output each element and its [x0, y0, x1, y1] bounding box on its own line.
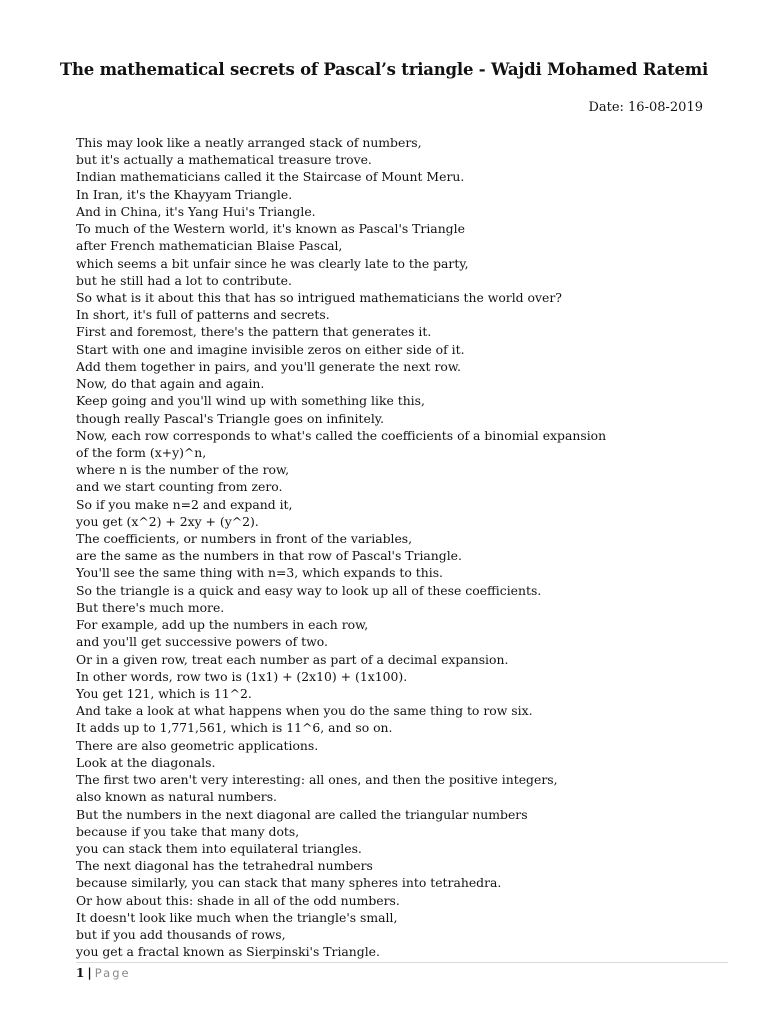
footer-divider — [76, 962, 728, 963]
text-line: It doesn't look like much when the triangle's small, — [76, 909, 398, 925]
text-line: you get a fractal known as Sierpinski's Triangle. — [76, 944, 380, 960]
text-line: To much of the Western world, it's known as Pascal's Triangle — [76, 221, 465, 237]
text-line: which seems a bit unfair since he was clearly late to the party, — [76, 255, 469, 271]
text-line: The first two aren't very interesting: all ones, and then the positive integers, — [76, 772, 558, 788]
text-line: The coefficients, or numbers in front of the variables, — [76, 531, 413, 547]
text-line: and you'll get successive powers of two. — [76, 634, 328, 650]
text-line: where n is the number of the row, — [76, 462, 290, 478]
footer-separator: | — [87, 966, 92, 980]
text-line: but if you add thousands of rows, — [76, 927, 286, 943]
text-line: Indian mathematicians called it the Staircase of Mount Meru. — [76, 169, 465, 185]
text-line: are the same as the numbers in that row of Pascal's Triangle. — [76, 548, 462, 564]
text-line: The next diagonal has the tetrahedral numbers — [76, 858, 373, 874]
page-title: The mathematical secrets of Pascal’s triangle - Wajdi Mohamed Ratemi — [59, 60, 709, 79]
text-line: First and foremost, there's the pattern that generates it. — [76, 324, 432, 340]
text-line: It adds up to 1,771,561, which is 11^6, and so on. — [76, 720, 393, 736]
text-line: but he still had a lot to contribute. — [76, 272, 292, 288]
text-line: But there's much more. — [76, 599, 225, 615]
text-line: In short, it's full of patterns and secrets. — [76, 307, 330, 323]
text-line: This may look like a neatly arranged stack of numbers, — [76, 135, 422, 150]
text-line: There are also geometric applications. — [76, 737, 319, 753]
text-line: because similarly, you can stack that many spheres into tetrahedra. — [76, 875, 502, 891]
text-line: and we start counting from zero. — [76, 479, 283, 495]
text-line: but it's actually a mathematical treasure trove. — [76, 152, 372, 168]
text-line: And take a look at what happens when you do the same thing to row six. — [76, 703, 533, 719]
text-line: though really Pascal's Triangle goes on infinitely. — [76, 410, 385, 426]
text-line: Look at the diagonals. — [76, 754, 216, 770]
text-line: you get (x^2) + 2xy + (y^2). — [76, 513, 259, 529]
text-line: So the triangle is a quick and easy way to look up all of these coefficients. — [76, 582, 542, 598]
text-line: Add them together in pairs, and you'll generate the next row. — [76, 358, 461, 374]
text-line: In Iran, it's the Khayyam Triangle. — [76, 186, 293, 202]
text-line: you can stack them into equilateral triangles. — [76, 840, 362, 856]
text-line: In other words, row two is (1x1) + (2x10) + (1x100). — [76, 668, 408, 684]
text-line: also known as natural numbers. — [76, 789, 277, 805]
text-line: So what is it about this that has so intrigued mathematicians the world over? — [76, 289, 562, 305]
text-line: But the numbers in the next diagonal are called the triangular numbers — [76, 806, 528, 822]
text-line: after French mathematician Blaise Pascal, — [76, 238, 343, 254]
text-line: Keep going and you'll wind up with something like this, — [76, 393, 425, 409]
document-date: Date: 16-08-2019 — [588, 100, 703, 115]
text-line: For example, add up the numbers in each row, — [76, 617, 369, 633]
text-line: of the form (x+y)^n, — [76, 444, 207, 460]
page-number: 1 — [76, 966, 85, 980]
text-line: because if you take that many dots, — [76, 823, 300, 839]
text-line: You get 121, which is 11^2. — [76, 686, 252, 701]
text-line: Or in a given row, treat each number as part of a decimal expansion. — [76, 651, 509, 667]
text-line: Now, do that again and again. — [76, 376, 265, 392]
text-line: Or how about this: shade in all of the odd numbers. — [76, 892, 400, 908]
text-line: Start with one and imagine invisible zeros on either side of it. — [76, 341, 465, 357]
text-line: Now, each row corresponds to what's called the coefficients of a binomial expansion — [76, 427, 607, 443]
document-body — [76, 134, 736, 961]
text-line: So if you make n=2 and expand it, — [76, 496, 293, 512]
text-line: You'll see the same thing with n=3, which expands to this. — [76, 565, 443, 581]
text-line: And in China, it's Yang Hui's Triangle. — [76, 203, 316, 219]
page-footer — [76, 966, 131, 980]
page-label: Page — [94, 966, 131, 980]
